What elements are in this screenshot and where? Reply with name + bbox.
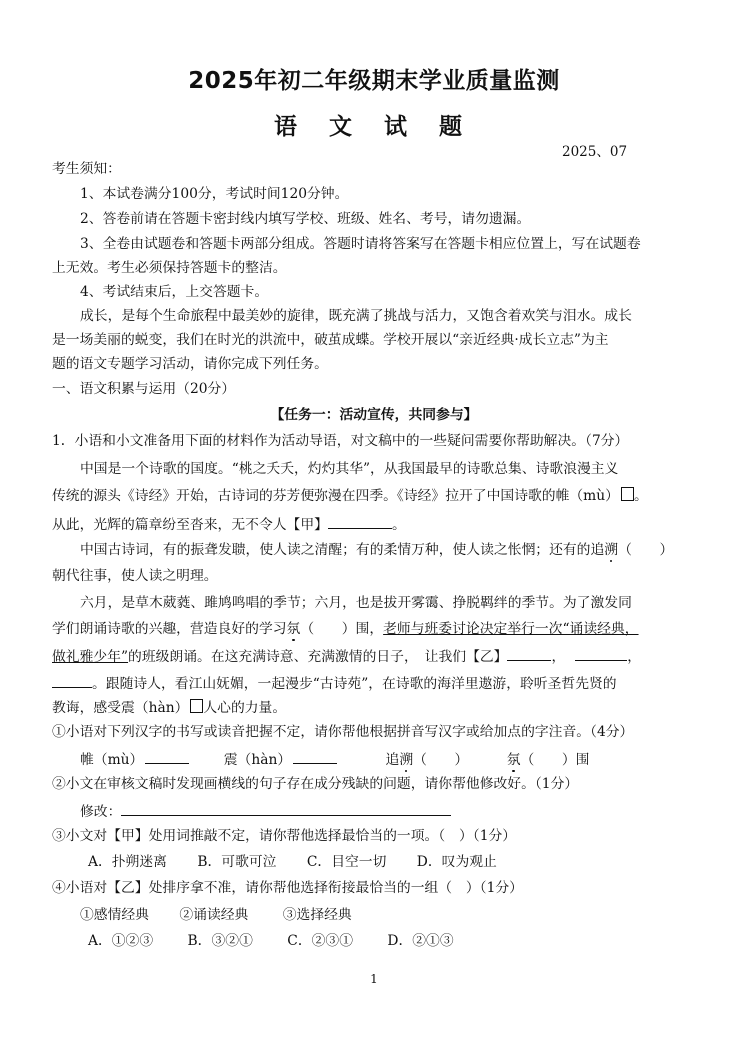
option-d[interactable]: D．②①③ — [387, 933, 454, 949]
passage-line — [52, 673, 617, 693]
passage-text: 传统的源头《诗经》开始，古诗词的芬芳便弥漫在四季。《诗经》拉开了中国诗歌的帷（mù） — [52, 488, 619, 504]
underlined-sentence: 做礼雅少年” — [52, 649, 129, 665]
exam-date: 2025、07 — [562, 144, 628, 160]
item-text: 震（hàn） — [223, 752, 292, 768]
sequence-item: ③选择经典 — [282, 907, 352, 923]
subquestion-1: ①小语对下列汉字的书写或读音把握不定，请你帮他根据拼音写汉字或给加点的字注音。（4分） — [52, 724, 634, 740]
subquestion-3: ③小文对【甲】处用词推敲不定，请你帮他选择最恰当的一项。（ ）（1分） — [52, 828, 517, 844]
passage-text: 中国古诗词，有的振聋发聩，使人读之清醒；有的柔情万种，使人读之怅惘；还有的追 — [80, 542, 605, 558]
subquestion-3-options — [88, 853, 497, 871]
option-a[interactable]: A．扑朔迷离 — [88, 854, 167, 870]
passage-text: 学们朗诵诗歌的兴趣，营造良好的学习 — [52, 621, 287, 637]
subquestion-4: ④小语对【乙】处排序拿不准，请你帮他选择衔接最恰当的一组（ ）（1分） — [52, 880, 523, 896]
intro-line: 成长，是每个生命旅程中最美妙的旋律，既充满了挑战与活力，又饱含着欢笑与泪水。成长 — [80, 308, 632, 324]
option-b[interactable]: B．③②① — [187, 933, 253, 949]
page-number: 1 — [370, 972, 378, 986]
notice-heading: 考生须知： — [52, 161, 121, 177]
passage-line — [52, 620, 639, 638]
option-a[interactable]: A．①②③ — [88, 933, 154, 949]
passage-line — [52, 699, 286, 717]
exam-title: 2025年初二年级期末学业质量监测 — [188, 68, 560, 94]
passage-text: 从此，光辉的篇章纷至沓来，无不令人【甲】 — [52, 517, 328, 533]
answer-blank-yi-1[interactable] — [507, 646, 551, 661]
dotted-char: 氛 — [286, 621, 301, 637]
passage-line: 传统的源头《诗经》开始，古诗词的芬芳便弥漫在四季。《诗经》拉开了中国诗歌的帷（mù） 。 — [52, 488, 648, 504]
task-heading: 【任务一：活动宣传，共同参与】 — [270, 407, 478, 423]
passage-line — [80, 541, 673, 559]
pinyin-blank[interactable]: （ ） — [618, 542, 674, 558]
passage-line: 从此，光辉的篇章纷至沓来，无不令人【甲】 。 — [52, 514, 406, 534]
answer-blank-yi-3[interactable] — [52, 673, 92, 688]
intro-line: 题的语文专题学习活动，请你完成下列任务。 — [52, 356, 328, 372]
answer-blank-revise[interactable] — [121, 801, 451, 816]
notice-item: 4、考试结束后，上交答题卡。 — [80, 284, 269, 300]
notice-item: 上无效。考生必须保持答题卡的整洁。 — [52, 260, 287, 276]
subquestion-4-items — [80, 906, 352, 924]
option-c[interactable]: C．②③① — [287, 933, 354, 949]
sequence-item: ①感情经典 — [80, 907, 149, 923]
option-d[interactable]: D．叹为观止 — [416, 854, 497, 870]
answer-blank-yi-2[interactable] — [575, 646, 627, 661]
subquestion-4-options — [88, 932, 454, 950]
item-text: 氛（ ）围 — [506, 752, 590, 768]
item-text: 帷（mù） — [80, 752, 144, 768]
question-1: 1．小语和小文准备用下面的材料作为活动导语，对文稿中的一些疑问需要你帮助解决。（7分） — [52, 433, 629, 449]
subquestion-2-answer — [80, 801, 451, 821]
notice-item: 3、全卷由试题卷和答题卡两部分组成。答题时请将答案写在答题卡相应位置上，写在试题卷 — [80, 236, 641, 252]
notice-item: 2、答卷前请在答题卡密封线内填写学校、班级、姓名、考号，请勿遗漏。 — [80, 211, 531, 227]
exam-subtitle: 语 文 试 题 — [273, 114, 475, 140]
item-text: 追溯（ ） — [385, 752, 469, 768]
sequence-item: ②诵读经典 — [179, 907, 249, 923]
passage-line: 中国是一个诗歌的国度。“桃之夭夭，灼灼其华”，从我国最早的诗歌总集、诗歌浪漫主义 — [80, 461, 619, 477]
pinyin-blank[interactable]: （ ）围， — [300, 621, 384, 637]
passage-line: 朝代往事，使人读之明理。 — [52, 568, 218, 584]
section-heading: 一、语文积累与运用（20分） — [52, 381, 236, 397]
answer-blank-jia[interactable] — [328, 514, 392, 529]
notice-item: 1、本试卷满分100分，考试时间120分钟。 — [80, 186, 349, 202]
answer-label: 修改： — [80, 804, 122, 820]
passage-text: 教诲，感受震（hàn） — [52, 700, 189, 716]
dotted-char: 溯 — [604, 542, 619, 558]
answer-blank-mu[interactable] — [145, 749, 189, 764]
subquestion-1-items — [80, 749, 589, 769]
subquestion-2: ②小文在审核文稿时发现画横线的句子存在成分残缺的问题，请你帮他修改好。（1分） — [52, 776, 579, 792]
answer-box — [621, 487, 634, 501]
passage-line: 六月，是草木葳蕤、雎鸠鸣唱的季节；六月，也是拔开雾霭、挣脱羁绊的季节。为了激发同 — [80, 595, 632, 611]
passage-text: 。跟随诗人，看江山妩媚，一起漫步“古诗苑”，在诗歌的海洋里遨游，聆听圣哲先贤的 — [92, 676, 617, 692]
passage-text: 人心的力量。 — [203, 700, 287, 716]
option-b[interactable]: B．可歌可泣 — [197, 854, 277, 870]
underlined-sentence: 老师与班委讨论决定举行一次“诵读经典， — [383, 621, 639, 637]
passage-text: 的班级朗诵。在这充满诗意、充满激情的日子， 让我们【乙】 — [128, 649, 508, 665]
option-c[interactable]: C．目空一切 — [306, 854, 387, 870]
intro-line: 是一场美丽的蜕变，我们在时光的洪流中，破茧成蝶。学校开展以“亲近经典·成长立志”为主 — [52, 332, 609, 348]
answer-box — [190, 699, 203, 713]
answer-blank-han[interactable] — [293, 749, 337, 764]
passage-line: 做礼雅少年”的班级朗诵。在这充满诗意、充满激情的日子， 让我们【乙】 ， ， — [52, 646, 641, 666]
